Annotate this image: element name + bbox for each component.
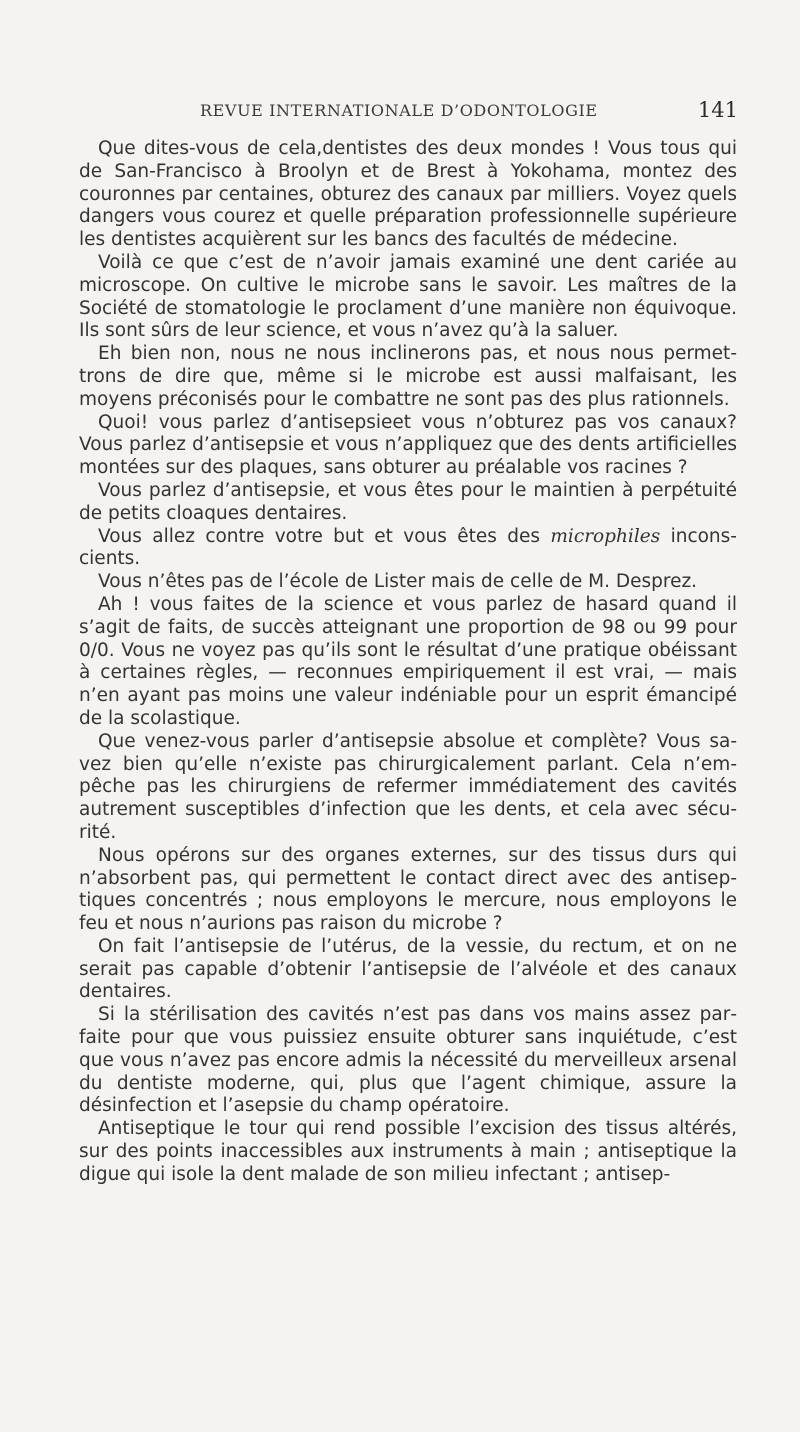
body-text <box>79 138 737 1187</box>
page-number: 141 <box>697 98 738 122</box>
paragraph-6 <box>79 526 737 572</box>
paragraph-6-before: Vous allez contre votre but et vous êtes des <box>98 525 551 547</box>
page-header <box>200 98 740 125</box>
paragraph-5: Vous parlez d’antisepsie, et vous êtes pour le maintien à perpétuité de petits cloaques dentaires. <box>79 479 737 524</box>
paragraph-2: Voilà ce que c’est de n’avoir jamais examiné une dent cariée au microscope. On cultive le microbe sans le savoir. Les maîtres de la Société de stomatologie le proclament d’une manière non équivoque. Ils sont sûrs de leur science, et vous n’avez qu’à la saluer. <box>79 251 737 342</box>
paragraph-9: Que venez-vous parler d’antisepsie absolue et complète? Vous savez bien qu’elle n’existe pas chirurgicalement parlant. Cela n’empêche pas les chirurgiens de refermer immédiatement des cavités autrement susceptibles d’infection que les dents, et cela avec sécurité. <box>79 730 737 843</box>
paragraph-8: Ah ! vous faites de la science et vous parlez de hasard quand il s’agit de faits, de succès atteignant une proportion de 98 ou 99 pour 0/0. Vous ne voyez pas qu’ils sont le résultat d’une pratique obéissant à certaines règles, — reconnues empiriquement il est vrai, — mais n’en ayant pas moins une valeur indéniable pour un esprit émancipé de la scolastique. <box>79 593 737 729</box>
paragraph-13: Antiseptique le tour qui rend possible l’excision des tissus altérés, sur des points inaccessibles aux instruments à main ; antiseptique la digue qui isole la dent malade de son milieu infectant ; antisep- <box>79 1118 737 1185</box>
paragraph-3: Eh bien non, nous ne nous inclinerons pas, et nous nous permettrons de dire que, même si le microbe est aussi malfaisant, les moyens préconisés pour le combattre ne sont pas des plus rationnels. <box>79 343 737 410</box>
running-title: REVUE INTERNATIONALE D’ODONTOLOGIE <box>200 101 598 120</box>
paragraph-10: Nous opérons sur des organes externes, sur des tissus durs qui n’absorbent pas, qui permettent le contact direct avec des antiseptiques concentrés ; nous employons le mercure, nous employons le feu et nous n’aurions pas raison du microbe ? <box>79 844 737 935</box>
paragraph-12: Si la stérilisation des cavités n’est pas dans vos mains assez parfaite pour que vous puissiez ensuite obturer sans inquiétude, c’est que vous n’avez pas encore admis la nécessité du merveilleux arsenal du dentiste moderne, qui, plus que l’agent chimique, assure la désinfection et l’asepsie du champ opératoire. <box>79 1004 737 1117</box>
italic-term-microphiles: microphiles <box>550 525 661 547</box>
paragraph-1: Que dites-vous de cela,dentistes des deux mondes ! Vous tous qui de San-Francisco à Broolyn et de Brest à Yokohama, montez des couronnes par centaines, obturez des canaux par milliers. Voyez quels dangers vous courez et quelle préparation professionnelle supérieure les dentistes acquièrent sur les bancs des facultés de médecine. <box>79 138 737 251</box>
paragraph-4: Quoi! vous parlez d’antisepsieet vous n’obturez pas vos canaux? Vous parlez d’antisepsie et vous n’appliquez que des dents artificielles montées sur des plaques, sans obturer au préalable vos racines ? <box>79 411 737 479</box>
paragraph-11: On fait l’antisepsie de l’utérus, de la vessie, du rectum, et on ne serait pas capable d’obtenir l’antisepsie de l’alvéole et des canaux dentaires. <box>79 935 737 1003</box>
paragraph-6-after: inconscients. <box>79 525 737 570</box>
paragraph-7: Vous n’êtes pas de l’école de Lister mais de celle de M. Desprez. <box>98 571 698 593</box>
